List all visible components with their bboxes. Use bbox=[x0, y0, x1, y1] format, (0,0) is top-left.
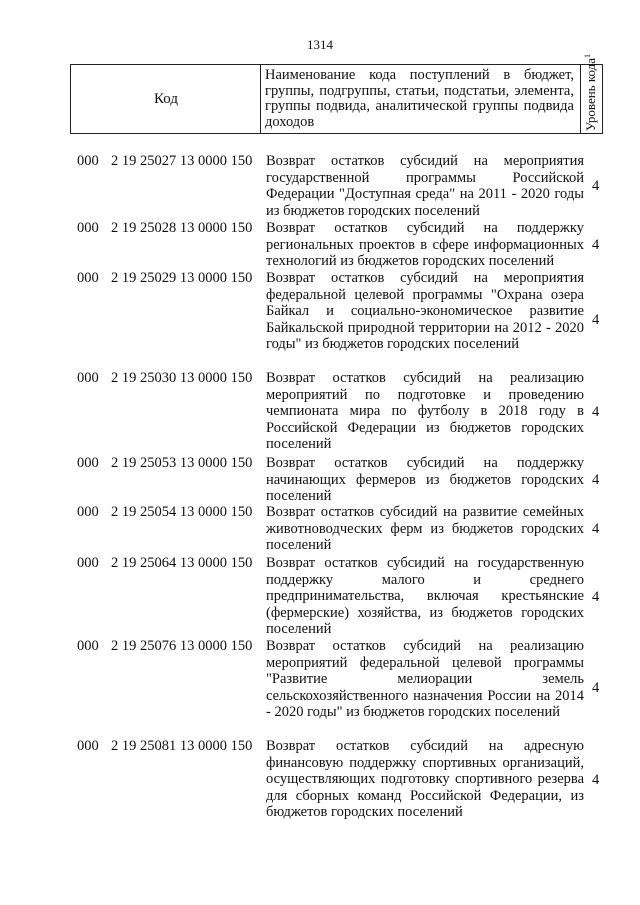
row-prefix: 000 bbox=[77, 504, 99, 520]
row-level: 4 bbox=[592, 589, 600, 605]
header-level-label bbox=[582, 53, 599, 132]
row-prefix: 000 bbox=[77, 153, 99, 169]
row-prefix: 000 bbox=[77, 455, 99, 471]
row-level: 4 bbox=[592, 237, 600, 253]
row-name: Возврат остатков субсидий на реализацию мероприятий по подготовке и проведению чемпионата мира по футболу в 2018 году в Российской Федерации из бюджетов городских поселений bbox=[266, 370, 584, 453]
row-level: 4 bbox=[592, 178, 600, 194]
row-code: 2 19 25028 13 0000 150 bbox=[111, 220, 253, 236]
row-prefix: 000 bbox=[77, 638, 99, 654]
row-level: 4 bbox=[592, 404, 600, 420]
row-code: 2 19 25081 13 0000 150 bbox=[111, 738, 253, 754]
row-code: 2 19 25053 13 0000 150 bbox=[111, 455, 253, 471]
header-code-cell bbox=[71, 65, 261, 133]
row-prefix: 000 bbox=[77, 270, 99, 286]
header-name-cell: Наименование кода поступлений в бюджет, группы, подгруппы, статьи, подстатьи, элемента, группы подвида, аналитической группы подвида доходов bbox=[261, 65, 581, 133]
page-number: 1314 bbox=[307, 37, 333, 52]
header-level-text: Уровень кода bbox=[583, 57, 599, 132]
header-code-label: Код bbox=[154, 91, 178, 107]
row-name: Возврат остатков субсидий на развитие семейных животноводческих ферм из бюджетов городских поселений bbox=[266, 504, 584, 554]
row-level: 4 bbox=[592, 472, 600, 488]
header-level-cell bbox=[581, 53, 602, 133]
row-code: 2 19 25029 13 0000 150 bbox=[111, 270, 253, 286]
header-level-footnote: 1 bbox=[582, 53, 592, 58]
row-prefix: 000 bbox=[77, 220, 99, 236]
row-name: Возврат остатков субсидий на реализацию мероприятий федеральной целевой программы "Развитие мелиорации земель сельскохозяйственного назначения России на 2014 - 2020 годы" из бюджетов городских поселений bbox=[266, 638, 584, 721]
row-name: Возврат остатков субсидий на адресную финансовую поддержку спортивных организаций, осуществляющих подготовку спортивного резерва для сборных команд Российской Федерации, из бюджетов городских поселений bbox=[266, 738, 584, 821]
row-level: 4 bbox=[592, 312, 600, 328]
row-prefix: 000 bbox=[77, 738, 99, 754]
row-name: Возврат остатков субсидий на поддержку начинающих фермеров из бюджетов городских поселений bbox=[266, 455, 584, 505]
row-name: Возврат остатков субсидий на мероприятия федеральной целевой программы "Охрана озера Байкал и социально-экономическое развитие Байкальской природной территории на 2012 - 2020 годы" из бюджетов городских поселений bbox=[266, 270, 584, 353]
row-name: Возврат остатков субсидий на поддержку региональных проектов в сфере информационных технологий из бюджетов городских поселений bbox=[266, 220, 584, 270]
row-code: 2 19 25027 13 0000 150 bbox=[111, 153, 253, 169]
row-prefix: 000 bbox=[77, 555, 99, 571]
row-prefix: 000 bbox=[77, 370, 99, 386]
row-name: Возврат остатков субсидий на государственную поддержку малого и среднего предпринимательства, включая крестьянские (фермерские) хозяйства, из бюджетов городских поселений bbox=[266, 555, 584, 638]
row-code: 2 19 25076 13 0000 150 bbox=[111, 638, 253, 654]
table-header bbox=[70, 53, 603, 134]
row-level: 4 bbox=[592, 521, 600, 537]
row-name: Возврат остатков субсидий на мероприятия государственной программы Российской Федерации "Доступная среда" на 2011 - 2020 годы из бюджетов городских поселений bbox=[266, 153, 584, 219]
row-level: 4 bbox=[592, 772, 600, 788]
row-level: 4 bbox=[592, 680, 600, 696]
row-code: 2 19 25054 13 0000 150 bbox=[111, 504, 253, 520]
row-code: 2 19 25064 13 0000 150 bbox=[111, 555, 253, 571]
row-code: 2 19 25030 13 0000 150 bbox=[111, 370, 253, 386]
